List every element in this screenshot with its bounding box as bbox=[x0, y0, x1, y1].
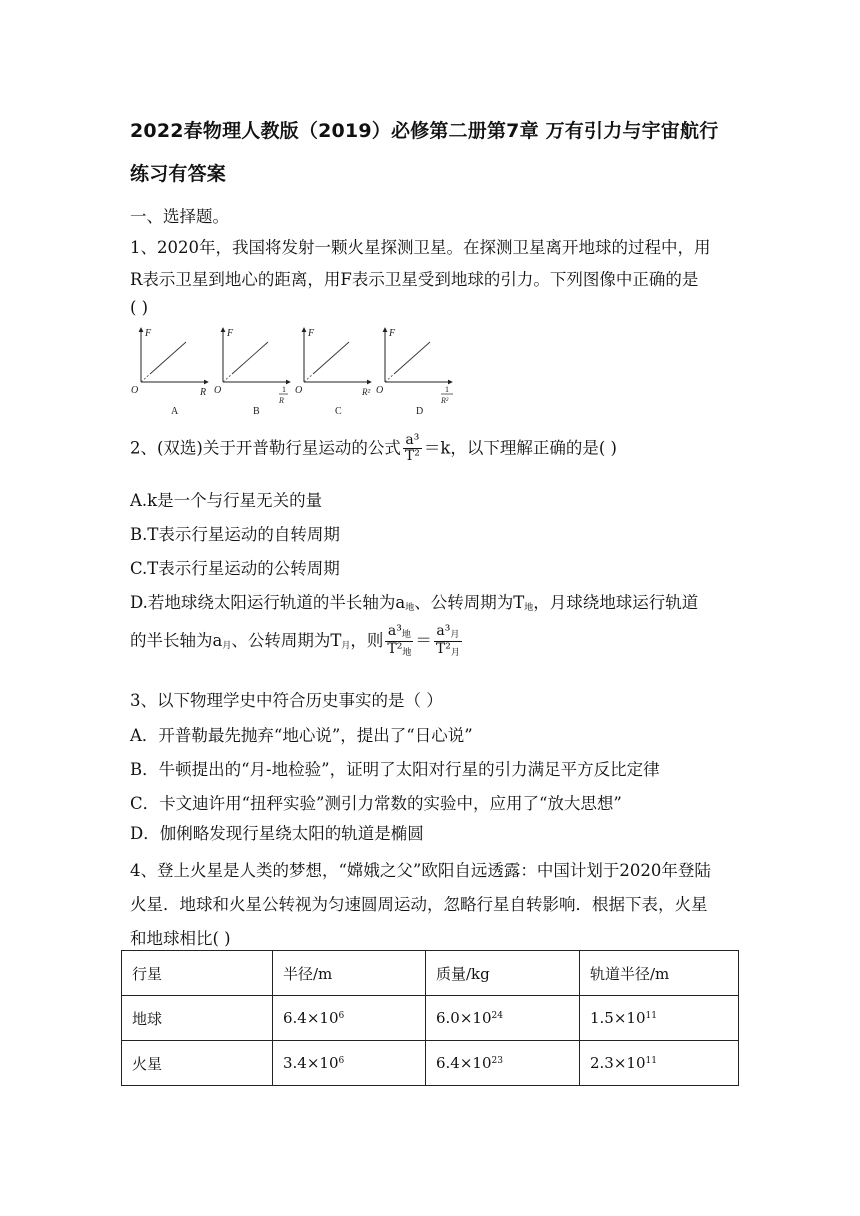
q2-stem bbox=[130, 433, 617, 465]
subscript-moon: 月 bbox=[222, 640, 232, 651]
graph-b-x-num: 1 bbox=[282, 385, 286, 394]
graph-d-option: D bbox=[416, 406, 424, 417]
graph-c-option: C bbox=[335, 406, 342, 417]
q3-option-d: D．伽俐略发现行星绕太阳的轨道是椭圆 bbox=[130, 824, 424, 843]
subscript-earth: 地 bbox=[524, 603, 534, 613]
planet-data-table bbox=[121, 950, 739, 1086]
graph-a-origin: O bbox=[131, 385, 139, 396]
table-cell-planet: 火星 bbox=[122, 1041, 273, 1086]
mass-exponent: 23 bbox=[491, 1056, 503, 1066]
table-cell-mass bbox=[426, 1041, 580, 1086]
graph-c bbox=[295, 328, 371, 417]
graph-c-origin: O bbox=[295, 385, 303, 396]
subscript-earth: 地 bbox=[405, 603, 415, 613]
moon-ratio-numerator: a³ bbox=[436, 623, 451, 639]
subscript-earth: 地 bbox=[401, 630, 411, 640]
table-header-row bbox=[122, 951, 739, 996]
table-cell-orbit bbox=[580, 996, 739, 1041]
kepler-formula-denominator: T² bbox=[404, 448, 420, 465]
table-header-cell: 半径/m bbox=[273, 951, 426, 996]
q2-d2-text-a: 的半长轴为a bbox=[130, 630, 223, 650]
q2-stem-suffix: ＝k，以下理解正确的是( ) bbox=[423, 438, 617, 458]
q2-d2-text-c: ，则 bbox=[350, 630, 384, 650]
radius-value: 6.4×10 bbox=[283, 1009, 339, 1027]
q3-option-b: B．牛顿提出的“月-地检验”，证明了太阳对行星的引力满足平方反比定律 bbox=[130, 760, 660, 779]
graph-d-origin: O bbox=[376, 385, 384, 396]
orbit-exponent: 11 bbox=[645, 1011, 657, 1021]
mass-exponent: 24 bbox=[491, 1011, 503, 1021]
q1-graph-options bbox=[128, 322, 458, 422]
table-header-cell: 行星 bbox=[122, 951, 273, 996]
q1-stem-line2: R表示卫星到地心的距离，用F表示卫星受到地球的引力。下列图像中正确的是 bbox=[130, 270, 699, 289]
q1-stem-line3: ( ) bbox=[130, 298, 149, 317]
graph-a-y-label: F bbox=[145, 328, 152, 339]
q2-option-d-line1 bbox=[130, 589, 698, 613]
q2-option-c: C.T表示行星运动的公转周期 bbox=[130, 559, 340, 578]
kepler-formula bbox=[403, 433, 422, 465]
q3-stem: 3、以下物理学史中符合历史事实的是（ ） bbox=[130, 691, 443, 710]
table-cell-radius bbox=[273, 996, 426, 1041]
q2-stem-prefix: 2、(双选)关于开普勒行星运动的公式 bbox=[130, 438, 401, 458]
earth-ratio-denominator: T² bbox=[387, 640, 403, 657]
table-cell-planet: 地球 bbox=[122, 996, 273, 1041]
table-header-cell: 质量/kg bbox=[426, 951, 580, 996]
q3-option-c: C．卡文迪许用“扭秤实验”测引力常数的实验中，应用了“放大思想” bbox=[130, 794, 622, 813]
graph-d-y-label: F bbox=[389, 328, 396, 339]
document-title-line1: 2022春物理人教版（2019）必修第二册第7章 万有引力与宇宙航行 bbox=[130, 120, 719, 142]
moon-ratio-denominator: T² bbox=[435, 640, 451, 657]
subscript-moon: 月 bbox=[450, 630, 460, 640]
graph-a bbox=[131, 328, 208, 417]
graph-d-x-den: R² bbox=[441, 396, 449, 405]
graph-c-x-label: R² bbox=[362, 387, 371, 397]
graph-d bbox=[376, 328, 453, 417]
graph-b-y-label: F bbox=[227, 328, 234, 339]
earth-ratio-fraction bbox=[385, 624, 413, 659]
q1-stem-line1: 1、2020年，我国将发射一颗火星探测卫星。在探测卫星离开地球的过程中，用 bbox=[130, 238, 711, 257]
graph-b-origin: O bbox=[214, 385, 222, 396]
mass-value: 6.0×10 bbox=[436, 1009, 492, 1027]
q2-d-text-a: D.若地球绕太阳运行轨道的半长轴为a bbox=[130, 593, 406, 612]
radius-value: 3.4×10 bbox=[283, 1054, 339, 1072]
graph-b-option: B bbox=[253, 406, 260, 417]
orbit-exponent: 11 bbox=[645, 1056, 657, 1066]
table-cell-radius bbox=[273, 1041, 426, 1086]
graph-a-x-label: R bbox=[200, 387, 207, 398]
graph-b-x-den: R bbox=[279, 396, 284, 405]
table-header-cell: 轨道半径/m bbox=[580, 951, 739, 996]
q2-option-a: A.k是一个与行星无关的量 bbox=[130, 491, 323, 510]
moon-ratio-fraction bbox=[434, 624, 462, 659]
q2-d-text-c: ，月球绕地球运行轨道 bbox=[533, 593, 699, 612]
mass-value: 6.4×10 bbox=[436, 1054, 492, 1072]
q2-option-d-line2 bbox=[130, 624, 464, 659]
subscript-earth: 地 bbox=[402, 647, 412, 658]
graph-c-y-label: F bbox=[308, 328, 315, 339]
graph-a-option: A bbox=[171, 406, 179, 417]
q2-d-text-b: 、公转周期为T bbox=[414, 593, 525, 612]
kepler-formula-numerator: a³ bbox=[403, 433, 422, 449]
equals-sign: ＝ bbox=[415, 630, 432, 650]
table-cell-orbit bbox=[580, 1041, 739, 1086]
document-title-line2: 练习有答案 bbox=[130, 163, 227, 185]
subscript-moon: 月 bbox=[450, 647, 460, 658]
q4-stem-line3: 和地球相比( ) bbox=[130, 929, 231, 948]
subscript-moon: 月 bbox=[341, 640, 351, 651]
table-row bbox=[122, 996, 739, 1041]
earth-ratio-numerator: a³ bbox=[387, 623, 402, 639]
orbit-value: 1.5×10 bbox=[590, 1009, 646, 1027]
radius-exponent: 6 bbox=[338, 1056, 345, 1066]
table-row bbox=[122, 1041, 739, 1086]
graph-b bbox=[214, 328, 290, 417]
q2-d2-text-b: 、公转周期为T bbox=[231, 630, 342, 650]
radius-exponent: 6 bbox=[338, 1011, 345, 1021]
orbit-value: 2.3×10 bbox=[590, 1054, 646, 1072]
section-heading: 一、选择题。 bbox=[130, 207, 229, 226]
q4-stem-line2: 火星．地球和火星公转视为匀速圆周运动，忽略行星自转影响．根据下表，火星 bbox=[130, 895, 708, 914]
q3-option-a: A．开普勒最先抛弃“地心说”，提出了“日心说” bbox=[130, 726, 473, 745]
table-cell-mass bbox=[426, 996, 580, 1041]
graph-d-x-num: 1 bbox=[445, 385, 449, 394]
q2-option-b: B.T表示行星运动的自转周期 bbox=[130, 525, 340, 544]
q4-stem-line1: 4、登上火星是人类的梦想，“嫦娥之父”欧阳自远透露：中国计划于2020年登陆 bbox=[130, 861, 711, 880]
